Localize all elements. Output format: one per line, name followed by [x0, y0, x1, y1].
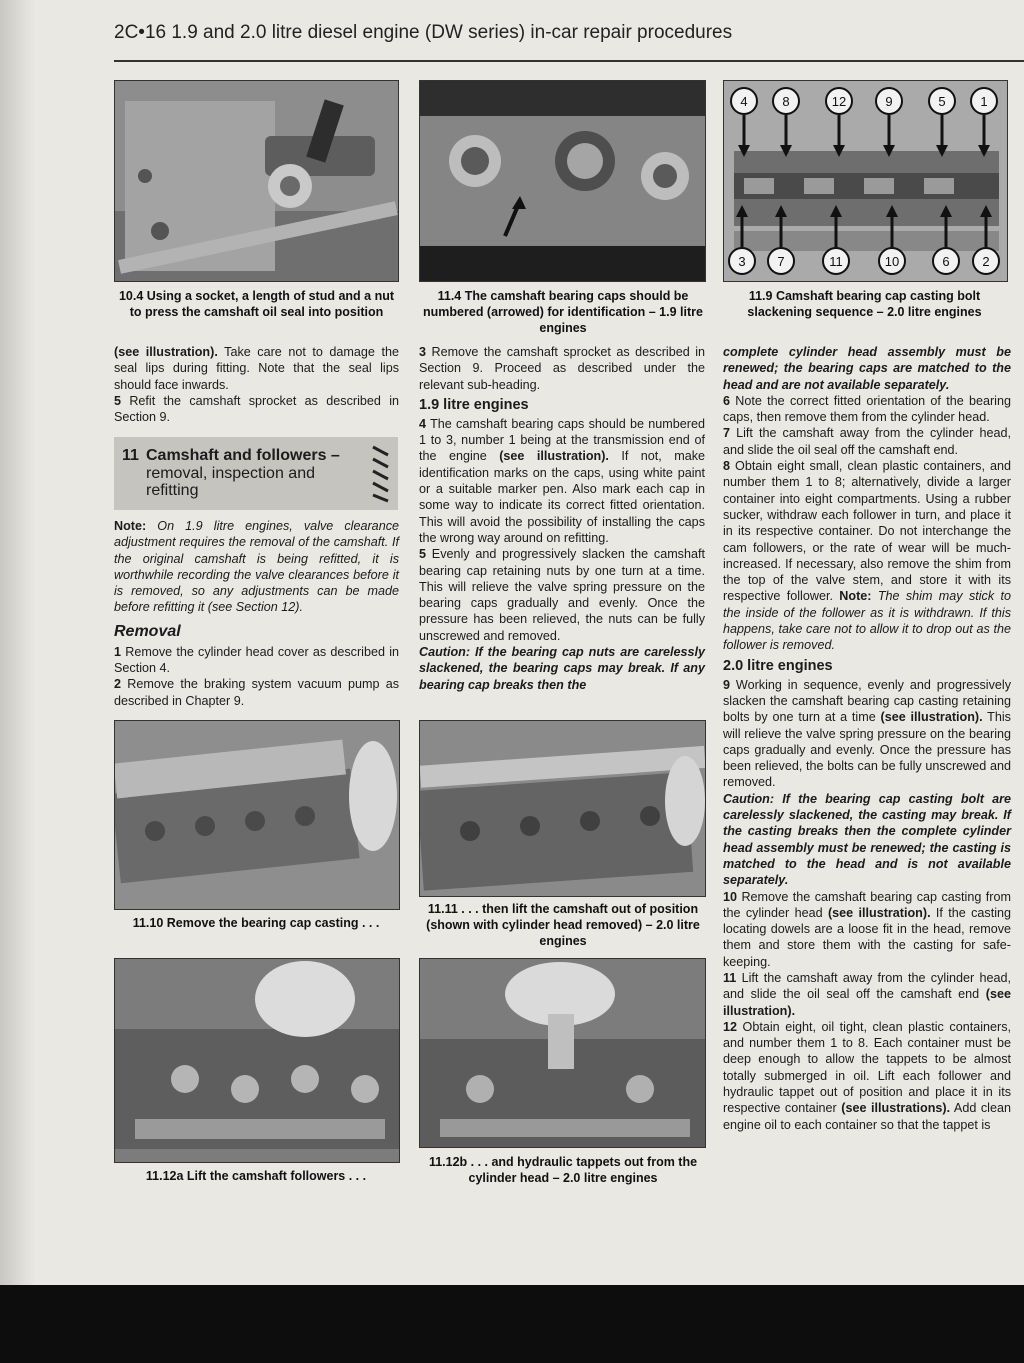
bolt-number: 10 — [884, 254, 900, 269]
para-number: 5 — [114, 393, 122, 408]
para-number: 7 — [723, 426, 731, 441]
sub-heading-2-0: 2.0 litre engines — [723, 657, 833, 674]
ref-text: (see illustration). — [114, 345, 218, 359]
note-label: Note: — [839, 589, 872, 604]
bolt-number: 4 — [740, 94, 748, 109]
para-text: Take care not to damage the seal lips during fitting. Note that the seal lips should face inwards. — [114, 345, 399, 392]
para-number: 8 — [723, 459, 731, 474]
caption-11-9: 11.9 Camshaft bearing cap casting bolt slackening sequence – 2.0 litre engines — [747, 289, 982, 319]
camshaft-lift-photo — [420, 721, 705, 896]
ref-text: (see illustration). — [880, 710, 983, 725]
bolt-sequence-diagram — [724, 81, 1007, 281]
para-number: 10 — [723, 889, 738, 904]
oil-seal-press-photo — [115, 81, 398, 281]
para-number: 9 — [723, 677, 731, 692]
column-1-top — [114, 344, 399, 425]
para-text: Add clean engine oil to each container so that the tappet is — [723, 1101, 1011, 1132]
para-text: Remove the cylinder head cover as described in Section 4. — [114, 644, 399, 676]
ref-text: (see illustrations). — [841, 1101, 951, 1116]
bolt-number: 9 — [885, 94, 893, 109]
para-text: Obtain eight small, clean plastic containers, and number them 1 to 8; alternatively, divide a larger container into eight compartments. Using a rubber sucker, withdraw each follower in turn, and place it in its respective container. Do not interchange the cam followers, or the rate of wear will be much-increased. If necessary, also remove the shim from the top of the valve stem, and store it with its respective follower. — [723, 459, 1011, 604]
para-number: 6 — [723, 393, 731, 408]
bolt-number: 5 — [938, 94, 946, 109]
photo-11-12b — [419, 958, 706, 1148]
para-text: If not, make identification marks on the caps, using white paint or a suitable marker pen. Also mark each cap in some way to indicate its correct fitted orientation. This will avoid the possibility of installing the caps the wrong way around on refitting. — [419, 449, 705, 545]
bolt-number: 3 — [738, 254, 746, 269]
caption-11-11: 11.11 . . . then lift the camshaft out of position (shown with cylinder head removed) – 2.0 litre engines — [426, 902, 700, 948]
ref-text: (see illustration). — [499, 449, 609, 464]
para-text: The camshaft bearing caps should be numbered 1 to 3, number 1 being at the transmission end of the engine — [419, 416, 705, 464]
para-text: Note the correct fitted orientation of the bearing caps, then remove them from the cylinder head. — [723, 393, 1011, 425]
caption-11-12b: 11.12b . . . and hydraulic tappets out from the cylinder head – 2.0 litre engines — [428, 1155, 698, 1185]
para-number: 1 — [114, 644, 122, 659]
caution-text: Caution: If the bearing cap nuts are carelessly slackened, the bearing caps may break. If any bearing cap breaks then the — [419, 645, 705, 692]
para-text: Obtain eight, oil tight, clean plastic containers, and number them 1 to 8. Each container must be deep enough to allow the tappets to be almost totally submerged in oil. Lift each follower and hydraulic tappet out of position and place it in its respective container — [723, 1019, 1011, 1116]
note-label: Note: — [114, 519, 147, 533]
caution-text: Caution: If the bearing cap casting bolt are carelessly slackened, the casting may break. If the casting breaks then the complete cylinder head assembly must be renewed; the casting is matched to the head and is not available separately. — [723, 791, 1011, 888]
bolt-number: 8 — [782, 94, 790, 109]
spanner-difficulty-icon — [370, 443, 392, 503]
note-text: The shim may stick to the inside of the follower as it is withdrawn. If this happens, take care not to allow it to drop out as the follower is removed. — [723, 589, 1011, 653]
caption-11-12a: 11.12a Lift the camshaft followers . . . — [145, 1169, 367, 1183]
para-text: Lift the camshaft away from the cylinder head, and slide the oil seal off the camshaft end — [723, 970, 1011, 1002]
bearing-caps-photo — [420, 81, 705, 281]
section-title-sub: removal, inspection and refitting — [146, 464, 315, 499]
bolt-number: 1 — [980, 94, 988, 109]
caption-11-10: 11.10 Remove the bearing cap casting . . . — [132, 916, 380, 930]
para-text: Evenly and progressively slacken the camshaft bearing cap retaining nuts by one turn at a time. This will relieve the valve spring pressure on the bearing caps gradually and evenly. Once the pressure has been relieved, the nuts can be fully unscrewed and removed. — [419, 547, 705, 643]
removal-heading: Removal — [114, 622, 181, 640]
column-2 — [419, 344, 705, 693]
photo-11-12a — [114, 958, 400, 1163]
bolt-number: 12 — [831, 94, 847, 109]
photo-11-10 — [114, 720, 400, 910]
para-text: Remove the camshaft bearing cap casting from the cylinder head — [723, 889, 1011, 920]
page-header: 2C•16 1.9 and 2.0 litre diesel engine (DW series) in-car repair procedures — [114, 22, 733, 43]
section-title-main: Camshaft and followers – — [146, 447, 340, 464]
bolt-number: 11 — [829, 254, 843, 269]
para-text: If the casting locating dowels are a loose fit in the head, remove them and store them with the casting for safe-keeping. — [723, 905, 1012, 969]
para-text: Remove the camshaft sprocket as described in Section 9. Proceed as described under the relevant sub-heading. — [419, 345, 705, 392]
para-text: This will relieve the valve spring pressure on the bearing caps gradually and evenly. Once the pressure has been relieved, the bolts can be fully unscrewed and removed. — [723, 710, 1011, 790]
follower-lift-photo — [115, 959, 399, 1162]
para-text: Working in sequence, evenly and progressively slacken the camshaft bearing cap casting retaining bolts by one turn at a time — [723, 677, 1011, 725]
note-text: On 1.9 litre engines, valve clearance adjustment requires the removal of the camshaft. If the original camshaft is being refitted, it is worthwhile recording the valve clearances before it is removed, so any adjustments can be made before refitting it (see Section 12). — [114, 519, 399, 615]
casting-removal-photo — [115, 721, 399, 909]
caption-10-4: 10.4 Using a socket, a length of stud and a nut to press the camshaft oil seal into position — [118, 289, 395, 319]
section-title — [146, 447, 356, 500]
header-rule — [114, 60, 1024, 62]
ref-text: (see illustration). — [723, 987, 1011, 1018]
caution-text: complete cylinder head assembly must be renewed; the bearing caps are matched to the head and are not available separately. — [723, 345, 1011, 392]
bolt-number: 7 — [777, 254, 785, 269]
para-number: 11 — [723, 970, 737, 985]
bolt-number: 2 — [982, 254, 990, 269]
book-spine — [0, 0, 36, 1285]
column-3 — [723, 344, 1011, 1133]
photo-11-11 — [419, 720, 706, 897]
para-number: 3 — [419, 345, 427, 359]
ref-text: (see illustration). — [827, 905, 931, 920]
section-heading-box — [114, 437, 398, 510]
photo-11-4 — [419, 80, 706, 282]
section-number: 11 — [122, 447, 139, 464]
sub-heading-1-9: 1.9 litre engines — [419, 396, 529, 413]
caption-11-4: 11.4 The camshaft bearing caps should be numbered (arrowed) for identification – 1.9 litre engines — [423, 289, 703, 335]
tappet-lift-photo — [420, 959, 705, 1147]
scan-bottom-edge — [0, 1285, 1024, 1363]
para-number: 12 — [723, 1019, 738, 1034]
para-text: Refit the camshaft sprocket as described in Section 9. — [114, 393, 399, 425]
photo-11-9 — [723, 80, 1008, 282]
para-number: 4 — [419, 416, 427, 431]
para-text: Remove the braking system vacuum pump as described in Chapter 9. — [114, 677, 399, 708]
column-1-bottom — [114, 518, 399, 709]
photo-10-4 — [114, 80, 399, 282]
para-number: 5 — [419, 547, 427, 562]
bolt-number: 6 — [942, 254, 950, 269]
para-number: 2 — [114, 677, 122, 692]
para-text: Lift the camshaft away from the cylinder head, and slide the oil seal off the camshaft end. — [723, 426, 1011, 457]
